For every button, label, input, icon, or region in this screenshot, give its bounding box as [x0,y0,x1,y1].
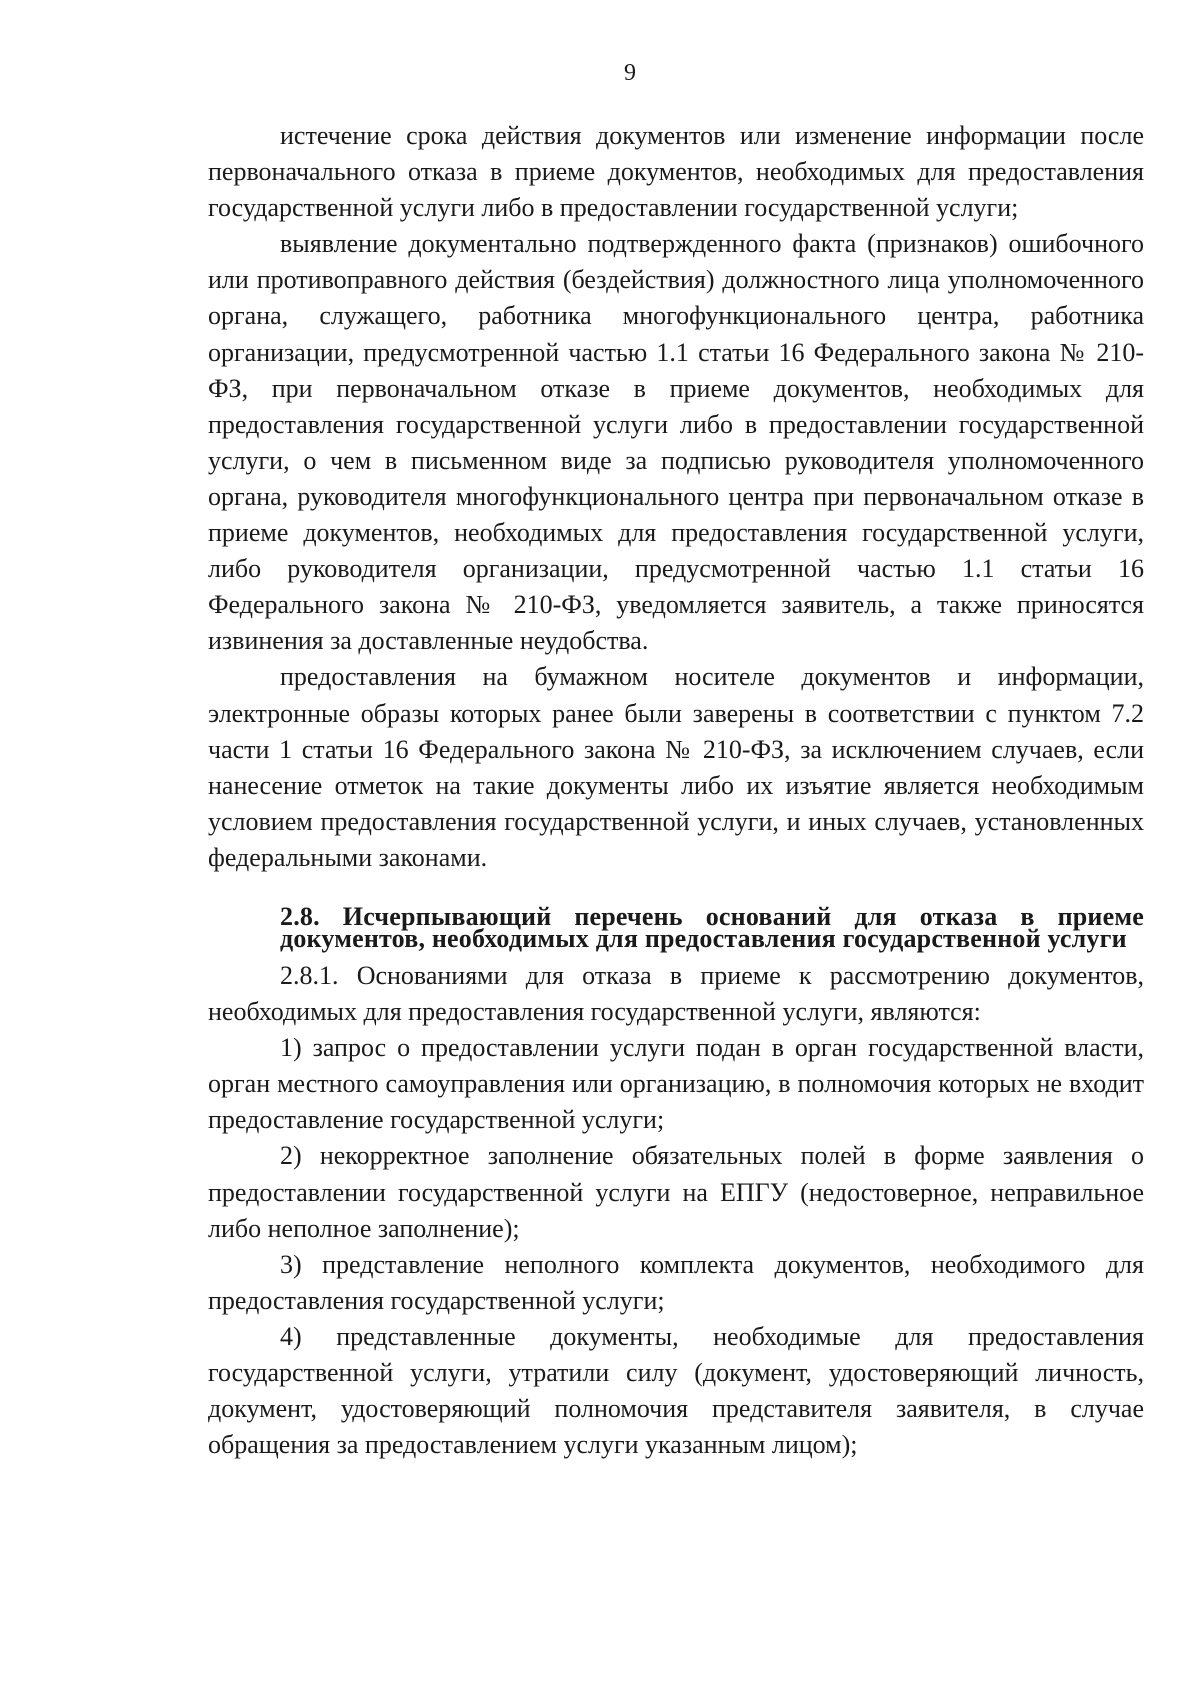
paragraph-grounds-intro: 2.8.1. Основаниями для отказа в приеме к рассмотрению документов, необходимых для предоставления государственной услуги, являются: [208,960,1144,1027]
paragraph-error-detection: выявление документально подтвержденного факта (признаков) ошибочного или противоправного действия (бездействия) должностного лица уполномоченного органа, служащего, работника многофункционального центра, работника организации, предусмотренной частью 1.1 статьи 16 Федерального закона № 210-ФЗ, при первоначальном отказе в приеме документов, необходимых для предоставления государственной услуги либо в предоставлении государственной услуги, о чем в письменном виде за подписью руководителя уполномоченного органа, руководителя многофункционального центра при первоначальном отказе в приеме документов, необходимых для предоставления государственной услуги, либо руководителя организации, предусмотренной частью 1.1 статьи 16 Федерального закона № 210-ФЗ, уведомляется заявитель, а также приносятся извинения за доставленные неудобства. [208,229,1144,656]
document-body [208,118,1144,1463]
paragraph-paper-documents: предоставления на бумажном носителе документов и информации, электронные образы которых ранее были заверены в соответствии с пунктом 7.2 части 1 статьи 16 Федерального закона № 210-ФЗ, за исключением случаев, если нанесение отметок на такие документы либо их изъятие является необходимым условием предоставления государственной услуги, и иных случаев, установленных федеральными законами. [208,662,1144,872]
list-item-2: 2) некорректное заполнение обязательных полей в форме заявления о предоставлении государственной услуги на ЕПГУ (недостоверное, неправильное либо неполное заполнение); [208,1141,1144,1243]
list-item-4: 4) представленные документы, необходимые для предоставления государственной услуги, утратили силу (документ, удостоверяющий личность, документ, удостоверяющий полномочия представителя заявителя, в случае обращения за предоставлением услуги указанным лицом); [208,1321,1144,1460]
list-item-3: 3) представление неполного комплекта документов, необходимого для предоставления государственной услуги; [208,1249,1144,1315]
page-number: 9 [624,60,636,86]
paragraph-expiry: истечение срока действия документов или изменение информации после первоначального отказа в приеме документов, необходимых для предоставления государственной услуги либо в предоставлении государственной услуги; [208,121,1144,223]
list-item-1: 1) запрос о предоставлении услуги подан в орган государственной власти, орган местного самоуправления или организацию, в полномочия которых не входит предоставление государственной услуги; [208,1033,1144,1135]
section-heading: 2.8. Исчерпывающий перечень оснований для отказа в приеме документов, необходимых для предоставления государственной услуги [280,901,1144,953]
